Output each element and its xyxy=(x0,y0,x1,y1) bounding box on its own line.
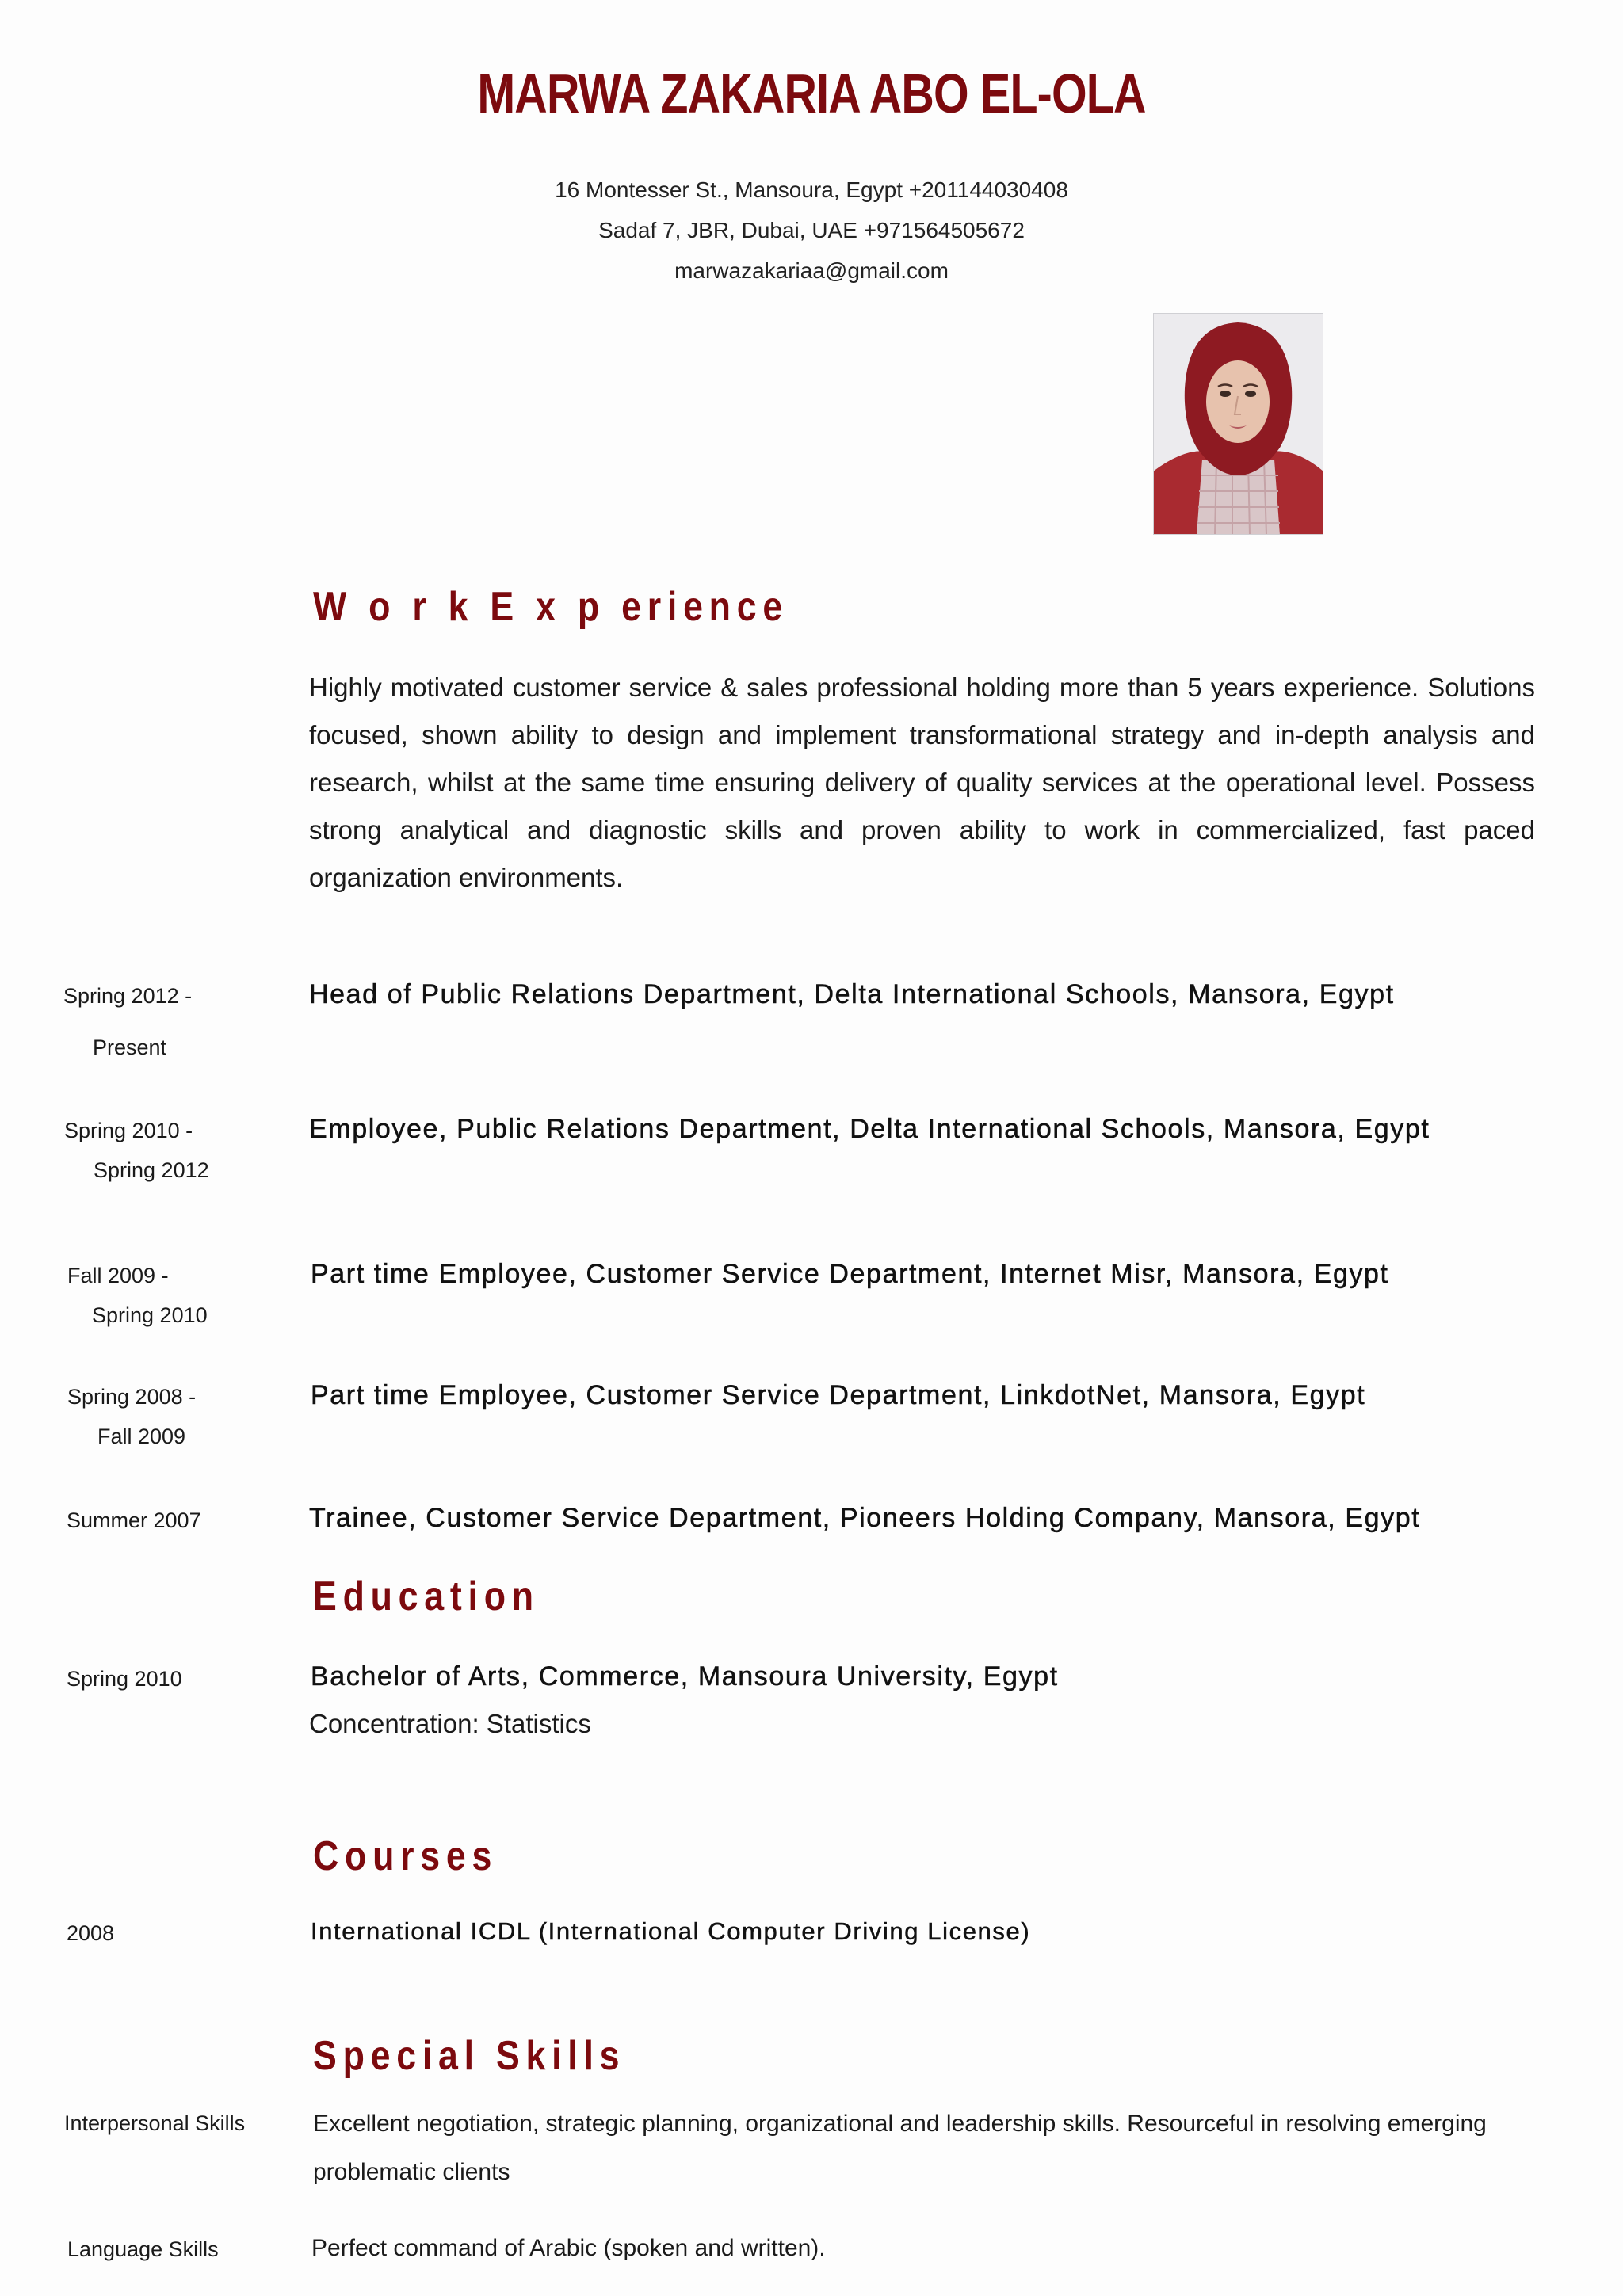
language-skills-label: Language Skills xyxy=(67,2237,219,2261)
work-experience-heading: W o r k E x p erience xyxy=(313,584,789,630)
work-date-start: Summer 2007 xyxy=(67,1508,201,1532)
work-date-start: Spring 2012 - xyxy=(63,984,193,1008)
profile-photo xyxy=(1153,313,1323,535)
interpersonal-skills-label: Interpersonal Skills xyxy=(64,2111,246,2135)
education-concentration: Concentration: Statistics xyxy=(309,1709,591,1738)
work-entry-role: Trainee, Customer Service Department, Pioneers Holding Company, Mansora, Egypt xyxy=(309,1503,1421,1533)
work-date-end: Fall 2009 xyxy=(97,1425,186,1448)
professional-summary: Highly motivated customer service & sales professional holding more than 5 years experience. Solutions focused, shown ability to design and implement transformational strategy and in-depth analysis and research, whilst at the same time ensuring delivery of quality services at the operational level. Possess strong analytical and diagnostic skills and proven ability to work in commercialized, fast paced organization environments. xyxy=(309,673,1535,892)
work-date-end: Present xyxy=(93,1035,167,1059)
candidate-name: MARWA ZAKARIA ABO EL-OLA xyxy=(477,63,1146,124)
work-entry-role: Head of Public Relations Department, Delta International Schools, Mansora, Egypt xyxy=(309,979,1395,1009)
special-skills-heading: Special Skills xyxy=(313,2033,626,2079)
education-degree: Bachelor of Arts, Commerce, Mansoura University, Egypt xyxy=(311,1661,1059,1691)
work-entry-role: Employee, Public Relations Department, Delta International Schools, Mansora, Egypt xyxy=(309,1114,1430,1144)
work-date-start: Fall 2009 - xyxy=(67,1264,169,1287)
contact-egypt: 16 Montesser St., Mansoura, Egypt +201144030408 xyxy=(555,177,1068,202)
course-date: 2008 xyxy=(67,1921,115,1945)
education-date: Spring 2010 xyxy=(67,1667,182,1691)
work-entry-role: Part time Employee, Customer Service Department, Internet Misr, Mansora, Egypt xyxy=(311,1259,1389,1289)
language-skills-text: Perfect command of Arabic (spoken and written). xyxy=(311,2235,826,2261)
education-heading: Education xyxy=(313,1573,540,1619)
work-date-end: Spring 2012 xyxy=(94,1158,209,1182)
contact-email: marwazakariaa@gmail.com xyxy=(674,258,949,283)
contact-uae: Sadaf 7, JBR, Dubai, UAE +971564505672 xyxy=(598,218,1025,242)
courses-heading: Courses xyxy=(313,1833,498,1879)
work-date-start: Spring 2010 - xyxy=(64,1119,193,1142)
work-date-start: Spring 2008 - xyxy=(67,1385,197,1409)
course-name: International ICDL (International Computer Driving License) xyxy=(311,1917,1031,1945)
work-entry-role: Part time Employee, Customer Service Department, LinkdotNet, Mansora, Egypt xyxy=(311,1380,1366,1410)
interpersonal-skills-text: Excellent negotiation, strategic planning, organizational and leadership skills. Resourceful in resolving emerging problematic clients xyxy=(313,2111,1487,2185)
work-date-end: Spring 2010 xyxy=(92,1303,208,1327)
